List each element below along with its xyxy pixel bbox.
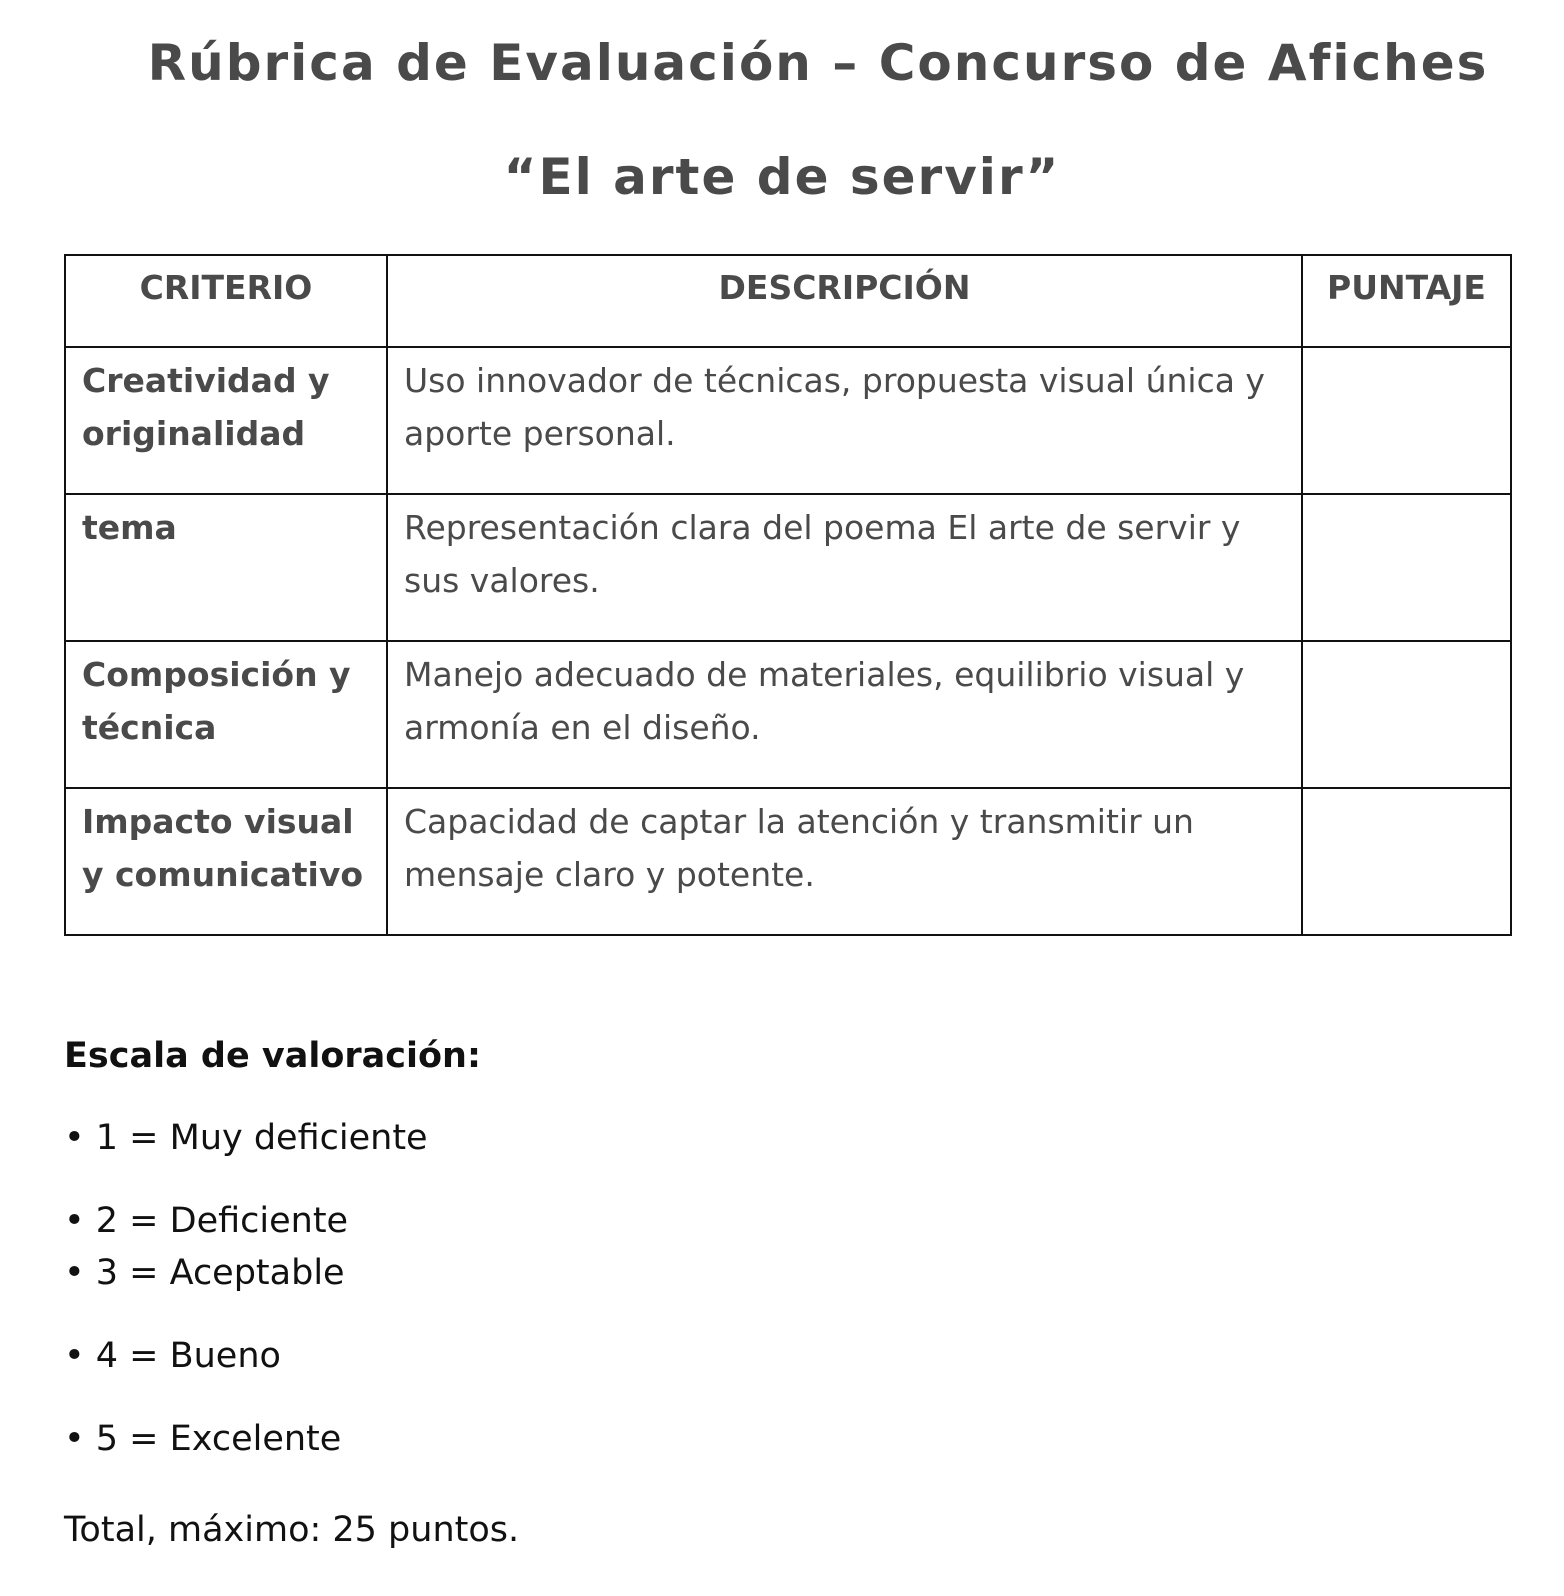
criterion-cell: Impacto visual y comunicativo <box>65 788 387 935</box>
description-cell: Manejo adecuado de materiales, equilibrio visual y armonía en el diseño. <box>387 641 1302 788</box>
table-row <box>65 788 1511 935</box>
scale-item: • 4 = Bueno <box>64 1336 281 1376</box>
scale-title: Escala de valoración: <box>64 1036 481 1076</box>
score-cell[interactable] <box>1302 641 1511 788</box>
description-cell: Capacidad de captar la atención y transmitir un mensaje claro y potente. <box>387 788 1302 935</box>
score-cell[interactable] <box>1302 347 1511 494</box>
total-points: Total, máximo: 25 puntos. <box>64 1510 520 1550</box>
table-row <box>65 641 1511 788</box>
page-subtitle: “El arte de servir” <box>503 148 1061 206</box>
score-cell[interactable] <box>1302 494 1511 641</box>
description-cell: Uso innovador de técnicas, propuesta visual única y aporte personal. <box>387 347 1302 494</box>
header-criterion: CRITERIO <box>65 255 387 347</box>
page-title: Rúbrica de Evaluación – Concurso de Afiches <box>147 34 1489 92</box>
criterion-cell: Composición y técnica <box>65 641 387 788</box>
header-description: DESCRIPCIÓN <box>387 255 1302 347</box>
score-cell[interactable] <box>1302 788 1511 935</box>
table-row <box>65 347 1511 494</box>
scale-item: • 3 = Aceptable <box>64 1253 345 1293</box>
criterion-cell: tema <box>65 494 387 641</box>
scale-item: • 2 = Deficiente <box>64 1201 349 1241</box>
description-cell: Representación clara del poema El arte de servir y sus valores. <box>387 494 1302 641</box>
table-row <box>65 494 1511 641</box>
rubric-table <box>64 254 1512 936</box>
table-header-row <box>65 255 1511 347</box>
header-score: PUNTAJE <box>1302 255 1511 347</box>
scale-item: • 1 = Muy deficiente <box>64 1118 428 1158</box>
scale-item: • 5 = Excelente <box>64 1419 342 1459</box>
criterion-cell: Creatividad y originalidad <box>65 347 387 494</box>
